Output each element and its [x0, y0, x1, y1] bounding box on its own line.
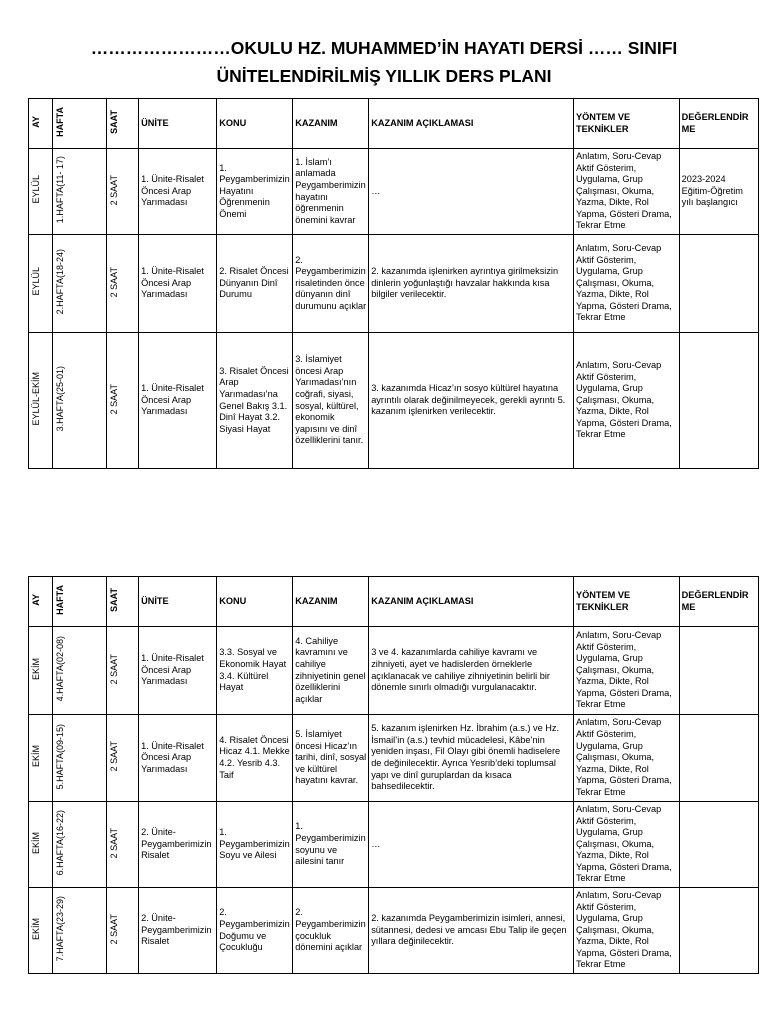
- cell-degerlendirme: [679, 235, 758, 333]
- cell-degerlendirme: [679, 802, 758, 888]
- cell-hafta: 1.HAFTA(11- 17): [53, 149, 107, 235]
- header-saat: SAAT: [107, 577, 139, 627]
- table-row: [29, 888, 759, 974]
- cell-konu: 4. Risalet Öncesi Hicaz 4.1. Mekke 4.2. Yesrib 4.3. Taif: [217, 715, 293, 802]
- cell-kazanim: 1. İslam’ı anlamada Peygamberimizin hayatını öğrenmenin önemini kavrar: [293, 149, 369, 235]
- table-row: [29, 627, 759, 715]
- cell-yontem: Anlatım, Soru-Cevap Aktif Gösterim, Uygulama, Grup Çalışması, Okuma, Yazma, Dikte, Rol Yapma, Gösteri Drama, Tekrar Etme: [573, 715, 679, 802]
- cell-aciklama: 5. kazanım işlenirken Hz. İbrahim (a.s.) ve Hz. İsmail’in (a.s.) tevhid mücadelesi, Kâbe’nin yeniden inşası, Fil Olayı gibi önemli hadiselere de değinilecektir. Ayrıca Yesrib’deki toplumsal yapı ve dinî guruplardan da kısaca bahsedilecektir.: [369, 715, 574, 802]
- header-unite: ÜNİTE: [139, 99, 217, 149]
- cell-degerlendirme: [679, 333, 758, 469]
- cell-konu: 2. Risalet Öncesi Dünyanın Dinî Durumu: [217, 235, 293, 333]
- header-saat: SAAT: [107, 99, 139, 149]
- table-row: [29, 149, 759, 235]
- cell-degerlendirme: [679, 715, 758, 802]
- cell-saat: 2 SAAT: [107, 715, 139, 802]
- cell-saat: 2 SAAT: [107, 888, 139, 974]
- cell-kazanim: 2. Peygamberimizin çocukluk dönemini açıklar: [293, 888, 369, 974]
- cell-aciklama: 3. kazanımda Hicaz’ın sosyo kültürel hayatına ayrıntılı olarak değinilmeyecek, gerekli ayrıntı 5. kazanım işlenirken verilecektir.: [369, 333, 574, 469]
- cell-konu: 1. Peygamberimizin Soyu ve Ailesi: [217, 802, 293, 888]
- header-unite: ÜNİTE: [139, 577, 217, 627]
- header-degerlendirme: DEĞERLENDİRME: [679, 99, 758, 149]
- table-row: [29, 333, 759, 469]
- header-degerlendirme: DEĞERLENDİRME: [679, 577, 758, 627]
- cell-konu: 1. Peygamberimizin Hayatını Öğrenmenin Önemi: [217, 149, 293, 235]
- cell-ay: EKİM: [29, 627, 53, 715]
- cell-saat: 2 SAAT: [107, 333, 139, 469]
- header-aciklama: KAZANIM AÇIKLAMASI: [369, 577, 574, 627]
- cell-hafta: 4.HAFTA(02-08): [53, 627, 107, 715]
- cell-saat: 2 SAAT: [107, 802, 139, 888]
- cell-degerlendirme: [679, 888, 758, 974]
- cell-aciklama: 2. kazanımda Peygamberimizin isimleri, annesi, sütannesi, dedesi ve amcası Ebu Talip ile geçen yıllara değinilecektir.: [369, 888, 574, 974]
- header-konu: KONU: [217, 99, 293, 149]
- cell-unite: 2. Ünite-Peygamberimizin Risalet: [139, 888, 217, 974]
- header-yontem: YÖNTEM VE TEKNİKLER: [573, 99, 679, 149]
- header-kazanim: KAZANIM: [293, 99, 369, 149]
- header-yontem: YÖNTEM VE TEKNİKLER: [573, 577, 679, 627]
- header-row: [29, 577, 759, 627]
- cell-yontem: Anlatım, Soru-Cevap Aktif Gösterim, Uygulama, Grup Çalışması, Okuma, Yazma, Dikte, Rol Yapma, Gösteri Drama, Tekrar Etme: [573, 149, 679, 235]
- cell-kazanim: 3. İslamiyet öncesi Arap Yarımadası’nın coğrafi, siyasi, sosyal, kültürel, ekonomik yapısını ve dinî özelliklerini tanır.: [293, 333, 369, 469]
- cell-unite: 2. Ünite-Peygamberimizin Risalet: [139, 802, 217, 888]
- cell-kazanim: 4. Cahiliye kavramını ve cahiliye zihniyetinin genel özelliklerini açıklar: [293, 627, 369, 715]
- cell-yontem: Anlatım, Soru-Cevap Aktif Gösterim, Uygulama, Grup Çalışması, Okuma, Yazma, Dikte, Rol Yapma, Gösteri Drama, Tekrar Etme: [573, 333, 679, 469]
- header-kazanim: KAZANIM: [293, 577, 369, 627]
- cell-konu: 3.3. Sosyal ve Ekonomik Hayat 3.4. Kültürel Hayat: [217, 627, 293, 715]
- cell-yontem: Anlatım, Soru-Cevap Aktif Gösterim, Uygulama, Grup Çalışması, Okuma, Yazma, Dikte, Rol Yapma, Gösteri Drama, Tekrar Etme: [573, 802, 679, 888]
- cell-degerlendirme: [679, 627, 758, 715]
- cell-saat: 2 SAAT: [107, 235, 139, 333]
- cell-saat: 2 SAAT: [107, 149, 139, 235]
- cell-degerlendirme: 2023-2024 Eğitim-Öğretim yılı başlangıcı: [679, 149, 758, 235]
- cell-yontem: Anlatım, Soru-Cevap Aktif Gösterim, Uygulama, Grup Çalışması, Okuma, Yazma, Dikte, Rol Yapma, Gösteri Drama, Tekrar Etme: [573, 888, 679, 974]
- cell-unite: 1. Ünite-Risalet Öncesi Arap Yarımadası: [139, 627, 217, 715]
- header-row: [29, 99, 759, 149]
- plan-table-2: [28, 576, 759, 974]
- document-subtitle: ÜNİTELENDİRİLMİŞ YILLIK DERS PLANI: [216, 66, 552, 86]
- cell-ay: EKİM: [29, 888, 53, 974]
- cell-konu: 3. Risalet Öncesi Arap Yarımadası’na Genel Bakış 3.1. Dinî Hayat 3.2. Siyasi Hayat: [217, 333, 293, 469]
- header-aciklama: KAZANIM AÇIKLAMASI: [369, 99, 574, 149]
- header-ay: AY: [29, 577, 53, 627]
- table-row: [29, 715, 759, 802]
- cell-konu: 2. Peygamberimizin Doğumu ve Çocukluğu: [217, 888, 293, 974]
- cell-ay: EYLÜL: [29, 235, 53, 333]
- cell-kazanim: 1. Peygamberimizin soyunu ve ailesini tanır: [293, 802, 369, 888]
- cell-ay: EKİM: [29, 715, 53, 802]
- document-title: ……………………OKULU HZ. MUHAMMED’İN HAYATI DERSİ …… SINIFI: [90, 38, 678, 58]
- cell-aciklama: …: [369, 149, 574, 235]
- cell-hafta: 7.HAFTA(23-29): [53, 888, 107, 974]
- cell-hafta: 3.HAFTA(25-01): [53, 333, 107, 469]
- cell-aciklama: 3 ve 4. kazanımlarda cahiliye kavramı ve zihniyeti, ayet ve hadislerden örneklerle açıklanacak ve cahiliye zihniyetinin belirli bir dönemle sınırlı olmadığı vurgulanacaktır.: [369, 627, 574, 715]
- cell-hafta: 2.HAFTA(18-24): [53, 235, 107, 333]
- cell-aciklama: …: [369, 802, 574, 888]
- header-hafta: HAFTA: [53, 577, 107, 627]
- header-hafta: HAFTA: [53, 99, 107, 149]
- cell-hafta: 6.HAFTA(16-22): [53, 802, 107, 888]
- table-row: [29, 802, 759, 888]
- cell-aciklama: 2. kazanımda işlenirken ayrıntıya girilmeksizin dinlerin yoğunlaştığı havzalar hakkında kısa bilgiler verilecektir.: [369, 235, 574, 333]
- cell-hafta: 5.HAFTA(09-15): [53, 715, 107, 802]
- cell-unite: 1. Ünite-Risalet Öncesi Arap Yarımadası: [139, 715, 217, 802]
- cell-ay: EYLÜL: [29, 149, 53, 235]
- cell-kazanim: 2. Peygamberimizin risaletinden önce dünyanın dinî durumunu açıklar: [293, 235, 369, 333]
- cell-yontem: Anlatım, Soru-Cevap Aktif Gösterim, Uygulama, Grup Çalışması, Okuma, Yazma, Dikte, Rol Yapma, Gösteri Drama, Tekrar Etme: [573, 235, 679, 333]
- cell-saat: 2 SAAT: [107, 627, 139, 715]
- cell-yontem: Anlatım, Soru-Cevap Aktif Gösterim, Uygulama, Grup Çalışması, Okuma, Yazma, Dikte, Rol Yapma, Gösteri Drama, Tekrar Etme: [573, 627, 679, 715]
- header-konu: KONU: [217, 577, 293, 627]
- plan-table-1: [28, 98, 759, 469]
- cell-kazanim: 5. İslamiyet öncesi Hicaz’ın tarihi, dinî, sosyal ve kültürel hayatını kavrar.: [293, 715, 369, 802]
- header-ay: AY: [29, 99, 53, 149]
- cell-ay: EKİM: [29, 802, 53, 888]
- cell-unite: 1. Ünite-Risalet Öncesi Arap Yarımadası: [139, 149, 217, 235]
- table-row: [29, 235, 759, 333]
- cell-unite: 1. Ünite-Risalet Öncesi Arap Yarımadası: [139, 235, 217, 333]
- cell-ay: EYLÜL-EKİM: [29, 333, 53, 469]
- cell-unite: 1. Ünite-Risalet Öncesi Arap Yarımadası: [139, 333, 217, 469]
